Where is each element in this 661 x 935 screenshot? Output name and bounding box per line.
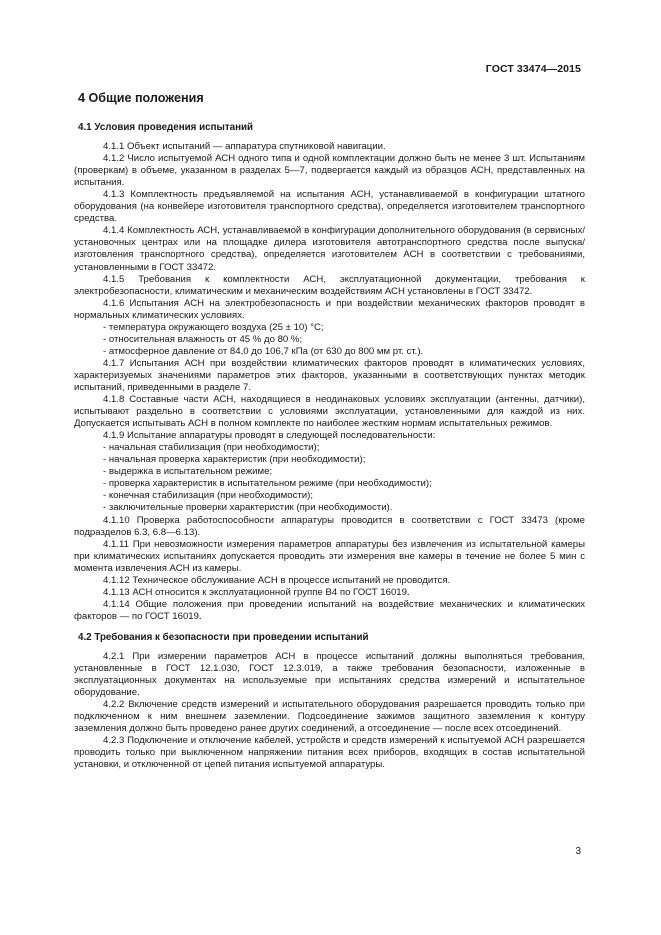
clause-4-1-3: 4.1.3 Комплектность предъявляемой на испытания АСН, устанавливаемой в конфигурации штатного оборудования (на конвейере изготовителя транспортного средства), определяется изготовителем транспортного средства. [74, 189, 585, 225]
list-item: - заключительные проверки характеристик (при необходимости). [103, 502, 393, 514]
list-item: - относительная влажность от 45 % до 80 %; [103, 333, 303, 345]
document-code: ГОСТ 33474—2015 [485, 63, 581, 75]
clause-4-1-2: 4.1.2 Число испытуемой АСН одного типа и одной комплектации должно быть не менее 3 шт. Испытаниям (проверкам) в объеме, указанном в разделах 5—7, подвергается каждый из образцов АСН, представленных на испытания. [74, 153, 585, 189]
clause-4-2-1: 4.2.1 При измерении параметров АСН в процессе испытаний должны выполняться требования, установленные в ГОСТ 12.1.030, ГОСТ 12.3.019, а также требования безопасности, изложенные в эксплуатационных документах на используемые при испытаниях средства измерений и испытательное оборудование. [74, 650, 585, 699]
document-body [74, 90, 585, 771]
clause-4-1-13: 4.1.13 АСН относится к эксплуатационной группе В4 по ГОСТ 16019. [103, 586, 410, 598]
list-item: - конечная стабилизация (при необходимости); [103, 490, 313, 502]
clause-4-2-3: 4.2.3 Подключение и отключение кабелей, устройств и средств измерений к испытуемой АСН разрешается проводить только при выключенном напряжении питания всех приборов, входящих в состав испытательной установки, и отключенной от цепей питания испытуемой аппаратуры. [74, 735, 585, 771]
list-item: - проверка характеристик в испытательном режиме (при необходимости); [103, 478, 432, 490]
clause-4-1-11: 4.1.11 При невозможности измерения параметров аппаратуры без извлечения из испытательной камеры при климатических испытаниях допускается проводить эти измерения вне камеры в течение не более 5 мин с момента извлечения АСН из камеры. [74, 538, 585, 574]
subsection-title-4-2: 4.2 Требования к безопасности при проведении испытаний [78, 631, 369, 643]
list-item: - начальная стабилизация (при необходимости); [103, 442, 320, 454]
clause-4-1-9: 4.1.9 Испытание аппаратуры проводят в следующей последовательности: [103, 430, 436, 442]
clause-4-1-10: 4.1.10 Проверка работоспособности аппаратуры проводится в соответствии с ГОСТ 33473 (кроме подразделов 6.3, 6.8—6.13). [74, 514, 585, 538]
clause-4-1-1: 4.1.1 Объект испытаний — аппаратура спутниковой навигации. [103, 141, 386, 153]
clause-4-1-14: 4.1.14 Общие положения при проведении испытаний на воздействие механических и климатических факторов — по ГОСТ 16019. [74, 598, 585, 622]
clause-4-1-6: 4.1.6 Испытания АСН на электробезопасность и при воздействии механических факторов проводят в нормальных климатических условиях. [74, 297, 585, 321]
clause-4-1-4: 4.1.4 Комплектность АСН, устанавливаемой в конфигурации дополнительного оборудования (в сервисных/установочных центрах или на площадке дилера изготовителя автотранспортного средства после выпуска/изготовления транспортного средства), определяется изготовителем АСН в соответствии с требованиями, установленными в ГОСТ 33472. [74, 225, 585, 273]
section-title: 4 Общие положения [78, 91, 204, 105]
clause-4-1-8: 4.1.8 Составные части АСН, находящиеся в неодинаковых условиях эксплуатации (антенны, датчики), испытывают раздельно в соответствии с условиями эксплуатации, установленными для каждой из них. Допускается испытывать АСН в полном комплекте по наиболее жестким нормам испытательных режимов. [74, 394, 585, 430]
list-item: - атмосферное давление от 84,0 до 106,7 кПа (от 630 до 800 мм рт. ст.). [103, 345, 424, 357]
clause-4-1-7: 4.1.7 Испытания АСН при воздействии климатических факторов проводят в климатических условиях, характеризуемых значениями параметров этих факторов, указанными в соответствующих пунктах методик испытаний, приведенными в разделе 7. [74, 357, 585, 393]
clause-4-2-2: 4.2.2 Включение средств измерений и испытательного оборудования разрешается проводить только при подключенном к ним внешнем заземлении. Подсоединение зажимов защитного заземления к контуру заземления должно быть проведено ранее других соединений, а отсоединение — после всех отсоединений. [74, 699, 585, 735]
list-item: - температура окружающего воздуха (25 ± 10) °С; [103, 321, 324, 333]
list-item: - выдержка в испытательном режиме; [103, 466, 273, 478]
clause-4-1-12: 4.1.12 Техническое обслуживание АСН в процессе испытаний не проводится. [103, 574, 451, 586]
list-item: - начальная проверка характеристик (при необходимости); [103, 454, 366, 466]
page-number: 3 [575, 846, 581, 857]
clause-4-1-5: 4.1.5 Требования к комплектности АСН, эксплуатационной документации, требования к электробезопасности, климатическим и механическим воздействиям АСН установлены в ГОСТ 33472. [74, 273, 585, 297]
subsection-title-4-1: 4.1 Условия проведения испытаний [78, 122, 254, 133]
